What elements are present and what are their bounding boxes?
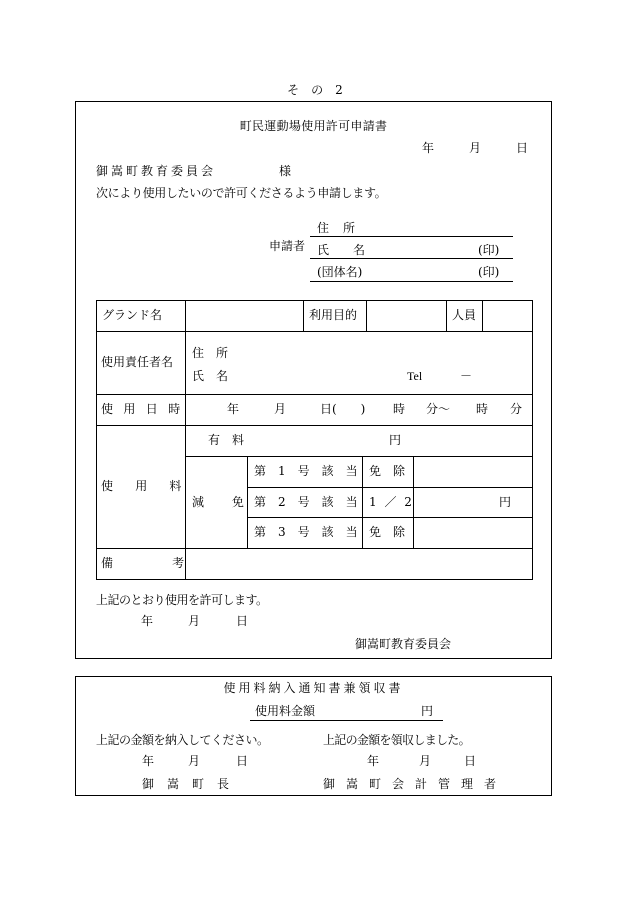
- column-divider: [185, 300, 186, 580]
- applicant-name-line: [310, 258, 513, 259]
- column-divider: [446, 300, 447, 331]
- reduction-clause-3: 第 3 号 該 当: [254, 525, 358, 539]
- reduction-type-1: 免 除: [369, 464, 406, 478]
- reduction-type-3: 免 除: [369, 525, 406, 539]
- paid-label: 有 料: [208, 433, 245, 447]
- reduction-yen-unit: 円: [499, 495, 512, 509]
- column-divider: [247, 456, 248, 548]
- approval-date-month: 月: [188, 614, 201, 628]
- row-divider: [247, 487, 533, 488]
- honorific: 様: [279, 164, 292, 178]
- application-date-year: 年: [422, 141, 435, 155]
- payment-date-year: 年: [142, 754, 155, 768]
- datetime-year: 年: [227, 402, 240, 416]
- payment-request-text: 上記の金額を納入してください。: [96, 733, 269, 747]
- application-date-day: 日: [516, 141, 529, 155]
- datetime-end-hour: 時: [476, 402, 489, 416]
- row-divider: [185, 456, 533, 457]
- reduction-type-2: 1 ／ 2: [369, 495, 414, 509]
- received-date-month: 月: [419, 754, 432, 768]
- datetime-month: 月: [274, 402, 287, 416]
- datetime-start-minute: 分〜: [426, 402, 451, 416]
- row-divider: [96, 425, 533, 426]
- manager-name-label: 氏 名: [192, 369, 229, 383]
- column-divider: [303, 300, 304, 331]
- application-title: 町民運動場使用許可申請書: [239, 119, 388, 133]
- applicant-address-label: 住 所: [317, 221, 357, 235]
- received-date-year: 年: [367, 754, 380, 768]
- column-divider: [482, 300, 483, 331]
- people-count-label: 人員: [452, 308, 477, 322]
- column-divider: [366, 300, 367, 331]
- paid-yen-unit: 円: [389, 433, 402, 447]
- payment-date-day: 日: [236, 754, 249, 768]
- usage-fee-label: 使 用 料: [101, 479, 181, 493]
- applicant-group-seal: (印): [478, 265, 500, 279]
- application-date-month: 月: [469, 141, 482, 155]
- receipt-amount-label: 使用料金額: [255, 704, 316, 718]
- row-divider: [247, 517, 533, 518]
- receipt-title: 使用料納入通知書兼領収書: [223, 681, 404, 695]
- remarks-label: 備 考: [101, 556, 196, 570]
- addressee: 御嵩町教育委員会: [96, 164, 217, 178]
- receipt-amount-unit: 円: [421, 704, 434, 718]
- column-divider: [362, 456, 363, 548]
- row-divider: [96, 548, 533, 549]
- request-text: 次により使用したいので許可くださるよう申請します。: [96, 186, 387, 200]
- applicant-group-line: [310, 281, 513, 282]
- purpose-label: 利用目的: [309, 308, 358, 322]
- applicant-address-line: [310, 236, 513, 237]
- approval-date-day: 日: [236, 614, 249, 628]
- approval-text: 上記のとおり使用を許可します。: [96, 593, 268, 607]
- datetime-day: 日( ): [320, 402, 366, 416]
- usage-datetime-label: 使 用 日 時: [101, 402, 180, 416]
- approval-issuer: 御嵩町教育委員会: [355, 637, 452, 651]
- row-divider: [96, 331, 533, 332]
- datetime-end-minute: 分: [510, 402, 523, 416]
- tel-separator: －: [460, 369, 473, 383]
- applicant-label: 申請者: [269, 239, 306, 253]
- applicant-group-label: (団体名): [317, 265, 363, 279]
- treasurer-signatory: 御 嵩 町 会 計 管 理 者: [323, 777, 496, 791]
- reduction-label: 減 免: [192, 495, 246, 509]
- reduction-clause-2: 第 2 号 該 当: [254, 495, 358, 509]
- reduction-clause-1: 第 1 号 該 当: [254, 464, 358, 478]
- datetime-start-hour: 時: [393, 402, 406, 416]
- receipt-amount-line: [250, 720, 443, 721]
- row-divider: [96, 394, 533, 395]
- received-notice-text: 上記の金額を領収しました。: [323, 733, 470, 747]
- mayor-signatory: 御 嵩 町 長: [142, 777, 230, 791]
- applicant-name-label: 氏 名: [317, 243, 366, 257]
- approval-date-year: 年: [141, 614, 154, 628]
- ground-name-label: グランド名: [102, 308, 163, 322]
- payment-date-month: 月: [188, 754, 201, 768]
- page-label: そ の 2: [287, 83, 343, 97]
- applicant-name-seal: (印): [478, 243, 500, 257]
- tel-label: Tel: [407, 369, 423, 383]
- manager-address-label: 住 所: [192, 346, 229, 360]
- manager-label: 使用責任者名: [101, 355, 174, 369]
- received-date-day: 日: [464, 754, 477, 768]
